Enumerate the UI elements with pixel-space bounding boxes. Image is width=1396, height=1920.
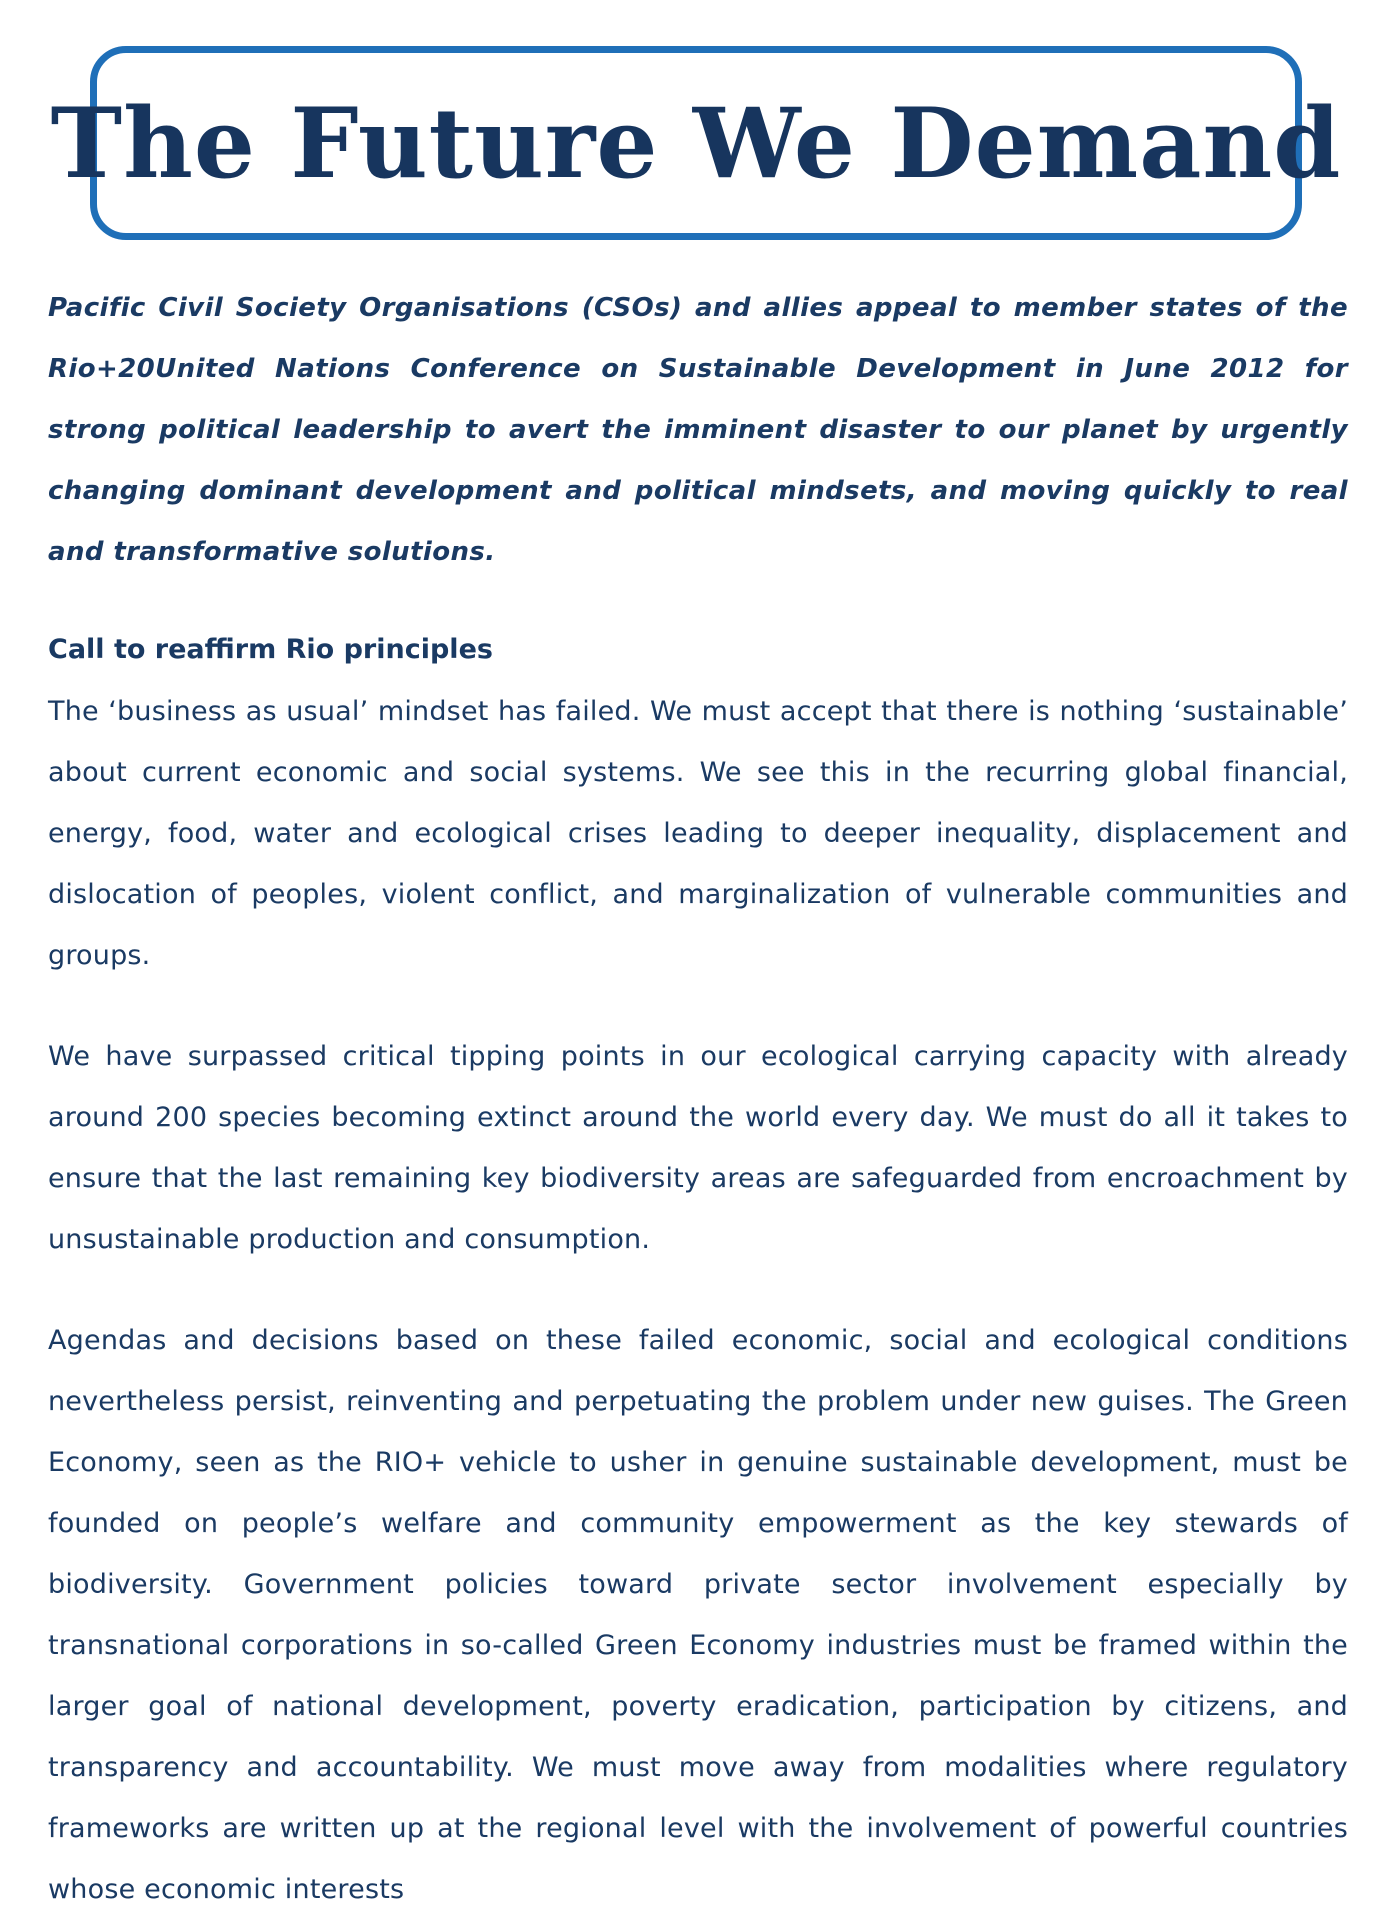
body-paragraph-2: We have surpassed critical tipping points in our ecological carrying capacity with already around 200 species becoming extinct around the world every day. We must do all it takes to ensure that the last remaining key biodiversity areas are safeguarded from encroachment by unsustainable production and consumption. — [48, 1041, 1348, 1255]
body-paragraph-3: Agendas and decisions based on these failed economic, social and ecological conditions nevertheless persist, reinventing and perpetuating the problem under new guises. The Green Economy, seen as the RIO+ vehicle to usher in genuine sustainable development, must be founded on people’s welfare and community empowerment as the key stewards of biodiversity. Government policies toward private sector involvement especially by transnational corporations in so-called Green Economy industries must be framed within the larger goal of national development, poverty eradication, participation by citizens, and transparency and accountability. We must move away from modalities where regulatory frameworks are written up at the regional level with the involvement of powerful countries whose economic interests — [48, 1325, 1348, 1905]
body-paragraph-1: The ‘business as usual’ mindset has failed. We must accept that there is nothing ‘sustainable’ about current economic and social systems. We see this in the recurring global financial, energy, food, water and ecological crises leading to deeper inequality, displacement and dislocation of peoples, violent conflict, and marginalization of vulnerable communities and groups. — [48, 696, 1348, 971]
title-box — [50, 46, 1342, 240]
document-title: The Future We Demand — [50, 86, 1342, 200]
section-heading: Call to reaffirm Rio principles — [48, 634, 493, 665]
intro-paragraph: Pacific Civil Society Organisations (CSOs) and allies appeal to member states of the Rio+20United Nations Conference on Sustainable Development in June 2012 for strong political leadership to avert the imminent disaster to our planet by urgently changing dominant development and political mindsets, and moving quickly to real and transformative solutions. — [48, 293, 1348, 567]
